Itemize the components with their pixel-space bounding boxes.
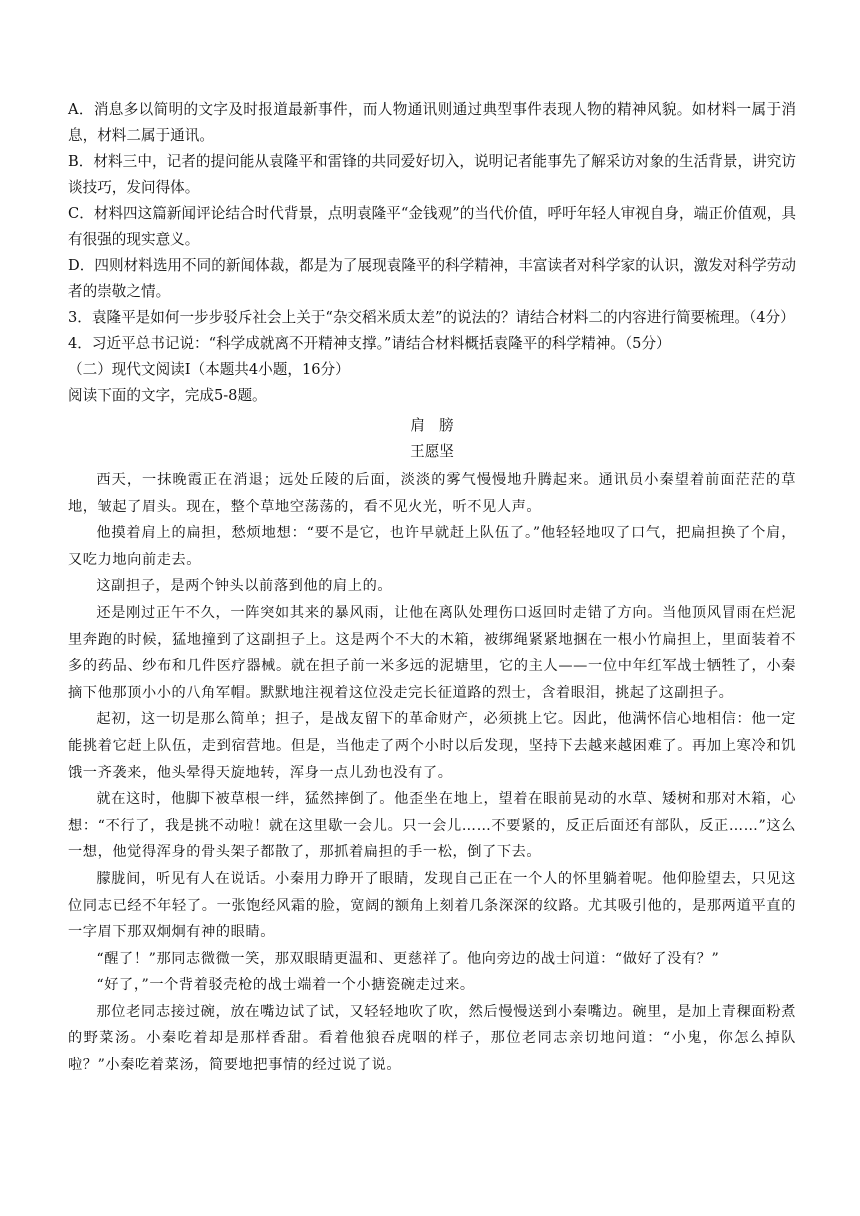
story-paragraph: “醒了！”那同志微微一笑，那双眼睛更温和、更慈祥了。他向旁边的战士问道：“做好了没有？” — [96, 950, 720, 967]
option-c: C．材料四这篇新闻评论结合时代背景，点明袁隆平“金钱观”的当代价值，呼吁年轻人审视自身，端正价值观，具有很强的现实意义。 — [68, 205, 796, 248]
story-paragraph: 西天，一抹晚霞正在消退；远处丘陵的后面，淡淡的雾气慢慢地升腾起来。通讯员小秦望着前面茫茫的草地，皱起了眉头。现在，整个草地空荡荡的，看不见火光，听不见人声。 — [68, 472, 796, 515]
story-paragraph: 他摸着肩上的扁担，愁烦地想：“要不是它，也许早就赶上队伍了。”他轻轻地叹了口气，把扁担换了个肩，又吃力地向前走去。 — [68, 525, 796, 568]
reading-instruction: 阅读下面的文字，完成5-8题。 — [68, 387, 267, 404]
story-author: 王愿坚 — [410, 443, 454, 460]
story-body — [68, 467, 796, 1079]
option-d: D．四则材料选用不同的新闻体裁，都是为了展现袁隆平的科学精神，丰富读者对科学家的认识，激发对科学劳动者的崇敬之情。 — [68, 257, 796, 300]
story-paragraph: 这副担子，是两个钟头以前落到他的肩上的。 — [96, 578, 393, 595]
story-paragraph: “好了，”一个背着驳壳枪的战士端着一个小搪瓷碗走过来。 — [96, 977, 475, 994]
story-paragraph: 就在这时，他脚下被草根一绊，猛然摔倒了。他歪坐在地上，望着在眼前晃动的水草、矮树和那对木箱，心想：“不行了，我是挑不动啦！就在这里歇一会儿。只一会儿……不要紧的，反正后面还有部队，反正……”这么一想，他觉得浑身的骨头架子都散了，那抓着扁担的手一松，倒了下去。 — [68, 791, 796, 861]
story-paragraph: 那位老同志接过碗，放在嘴边试了试，又轻轻地吹了吹，然后慢慢送到小秦嘴边。碗里，是加上青稞面粉煮的野菜汤。小秦吃着却是那样香甜。看着他狼吞虎咽的样子，那位老同志亲切地问道：“小鬼，你怎么掉队啦？”小秦吃着菜汤，简要地把事情的经过说了说。 — [68, 1003, 796, 1074]
story-paragraph: 还是刚过正午不久，一阵突如其来的暴风雨，让他在离队处理伤口返回时走错了方向。当他顶风冒雨在烂泥里奔跑的时候，猛地撞到了这副担子上。这是两个不大的木箱，被绑绳紧紧地捆在一根小竹扁担上，里面装着不多的药品、纱布和几件医疗器械。就在担子前一米多远的泥塘里，它的主人——一位中年红军战士牺牲了，小秦摘下他那顶小小的八角军帽。默默地注视着这位没走完长征道路的烈士，含着眼泪，挑起了这副担子。 — [68, 604, 796, 701]
section-header: （二）现代文阅读Ⅰ（本题共4小题，16分） — [68, 361, 350, 378]
option-a: A．消息多以简明的文字及时报道最新事件，而人物通讯则通过典型事件表现人物的精神风貌。如材料一属于消息，材料二属于通讯。 — [68, 101, 796, 144]
question-3: 3．袁隆平是如何一步步驳斥社会上关于“杂交稻米质太差”的说法的？请结合材料二的内容进行简要梳理。（4分） — [68, 309, 795, 326]
story-paragraph: 朦胧间，听见有人在说话。小秦用力睁开了眼睛，发现自己正在一个人的怀里躺着呢。他仰脸望去，只见这位同志已经不年轻了。一张饱经风霜的脸，宽阔的额角上刻着几条深深的纹路。尤其吸引他的，是那两道平直的一字眉下那双炯炯有神的眼睛。 — [68, 870, 796, 941]
page-content — [68, 97, 796, 1079]
story-title: 肩膀 — [410, 417, 468, 434]
option-b: B．材料三中，记者的提问能从袁隆平和雷锋的共同爱好切入，说明记者能事先了解采访对象的生活背景，讲究访谈技巧，发问得体。 — [68, 153, 796, 196]
story-paragraph: 起初，这一切是那么简单；担子，是战友留下的革命财产，必须挑上它。因此，他满怀信心地相信：他一定能挑着它赶上队伍，走到宿营地。但是，当他走了两个小时以后发现，坚持下去越来越困难了。再加上寒冷和饥饿一齐袭来，他头晕得天旋地转，浑身一点儿劲也没有了。 — [68, 711, 796, 781]
question-4: 4．习近平总书记说：“科学成就离不开精神支撑。”请结合材料概括袁隆平的科学精神。（5分） — [68, 335, 671, 352]
